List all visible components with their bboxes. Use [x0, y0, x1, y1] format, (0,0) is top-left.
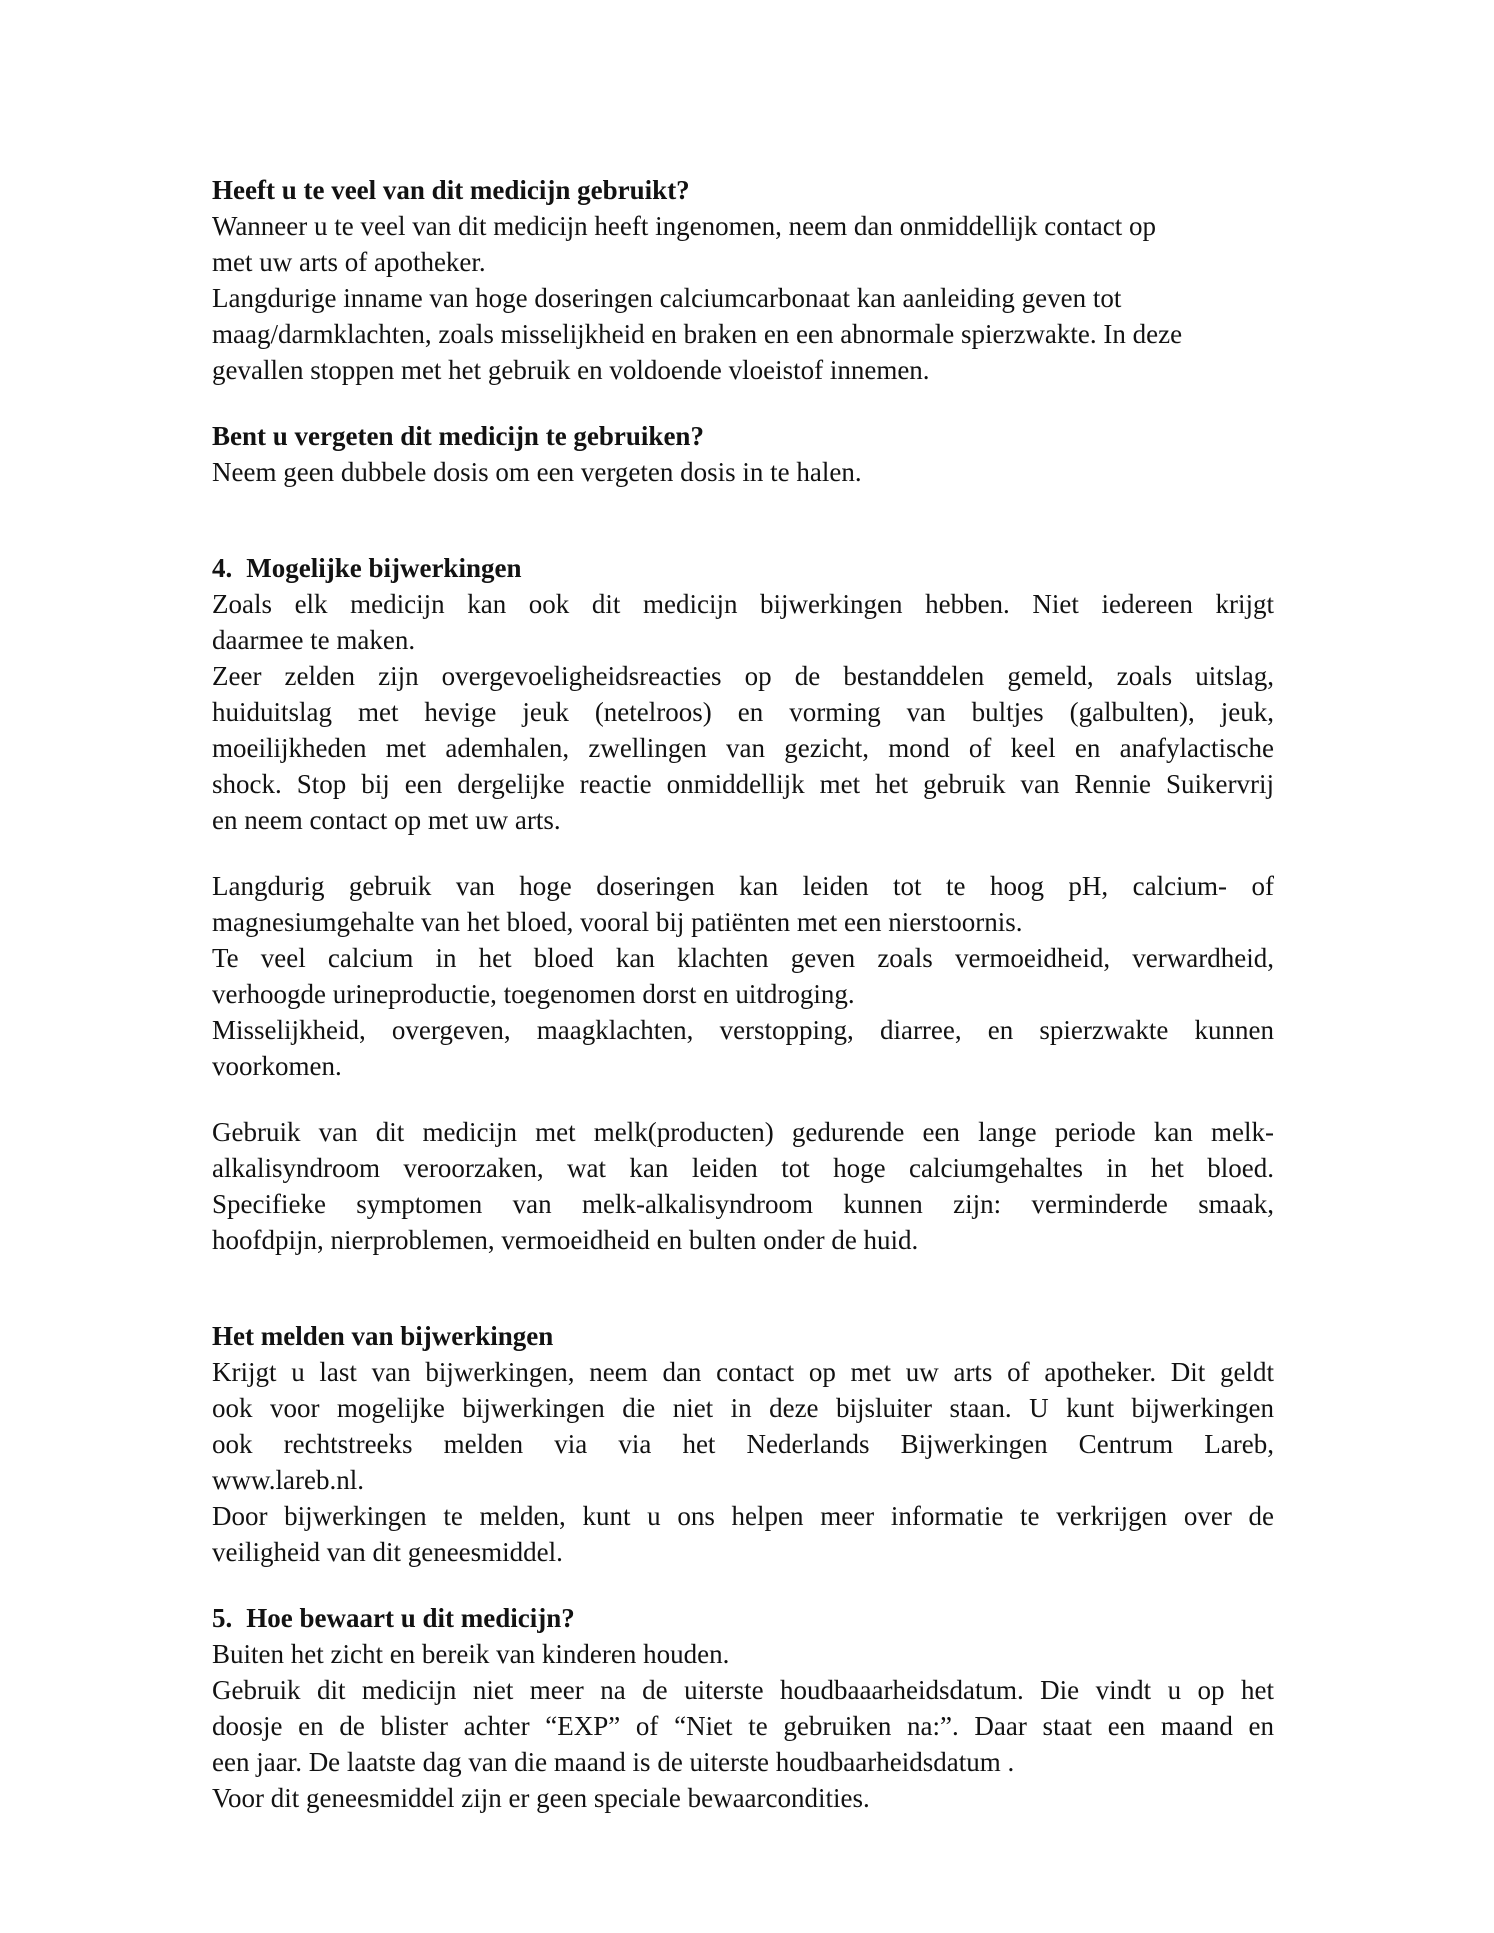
section-overdose: [212, 172, 1274, 388]
text-line: met uw arts of apotheker.: [212, 247, 486, 277]
text-line: voorkomen.: [212, 1051, 342, 1081]
text-line: Langdurig gebruik van hoge doseringen kan leiden tot te hoog pH, calcium- of: [212, 871, 1274, 901]
section-heading: [212, 550, 1274, 586]
section-title: Hoe bewaart u dit medicijn?: [246, 1603, 575, 1633]
blank-line: [212, 838, 1274, 868]
text-line: Voor dit geneesmiddel zijn er geen speciale bewaarcondities.: [212, 1783, 870, 1813]
text-line-website: www.lareb.nl.: [212, 1465, 364, 1495]
section-heading: [212, 1600, 1274, 1636]
text-line: daarmee te maken.: [212, 625, 416, 655]
section-forgotten-dose: [212, 418, 1274, 490]
paragraph: [212, 868, 1274, 1084]
blank-line: [212, 1258, 1274, 1288]
section-heading: Het melden van bijwerkingen: [212, 1321, 554, 1351]
text-line: een jaar. De laatste dag van die maand is de uiterste houdbaarheidsdatum .: [212, 1747, 1015, 1777]
text-line: shock. Stop bij een dergelijke reactie onmiddellijk met het gebruik van Rennie Suikervrij: [212, 769, 1274, 799]
text-line: verhoogde urineproductie, toegenomen dorst en uitdroging.: [212, 979, 855, 1009]
section-heading: Heeft u te veel van dit medicijn gebruikt?: [212, 175, 690, 205]
text-line: ook rechtstreeks melden via via het Nederlands Bijwerkingen Centrum Lareb,: [212, 1429, 1274, 1459]
blank-line: [212, 1084, 1274, 1114]
text-line: Langdurige inname van hoge doseringen calciumcarbonaat kan aanleiding geven tot: [212, 283, 1122, 313]
text-line: Buiten het zicht en bereik van kinderen houden.: [212, 1639, 730, 1669]
text-line: doosje en de blister achter “EXP” of “Niet te gebruiken na:”. Daar staat een maand en: [212, 1711, 1274, 1741]
blank-line: [212, 520, 1274, 550]
paragraph: [212, 1114, 1274, 1258]
section-number: 4.: [212, 553, 233, 583]
blank-line: [212, 388, 1274, 418]
section-number: 5.: [212, 1603, 233, 1633]
text-line: moeilijkheden met ademhalen, zwellingen van gezicht, mond of keel en anafylactische: [212, 733, 1274, 763]
text-line: maag/darmklachten, zoals misselijkheid en braken en een abnormale spierzwakte. In deze: [212, 319, 1183, 349]
text-line: Neem geen dubbele dosis om een vergeten dosis in te halen.: [212, 457, 862, 487]
section-title: Mogelijke bijwerkingen: [246, 553, 522, 583]
blank-line: [212, 490, 1274, 520]
text-line: veiligheid van dit geneesmiddel.: [212, 1537, 563, 1567]
text-line: huiduitslag met hevige jeuk (netelroos) en vorming van bultjes (galbulten), jeuk,: [212, 697, 1274, 727]
text-line: alkalisyndroom veroorzaken, wat kan leiden tot hoge calciumgehaltes in het bloed.: [212, 1153, 1274, 1183]
section-4-side-effects: [212, 550, 1274, 1258]
text-line: Door bijwerkingen te melden, kunt u ons helpen meer informatie te verkrijgen over de: [212, 1501, 1274, 1531]
blank-line: [212, 1288, 1274, 1318]
text-line: Wanneer u te veel van dit medicijn heeft ingenomen, neem dan onmiddellijk contact op: [212, 211, 1157, 241]
text-line: Zeer zelden zijn overgevoeligheidsreacties op de bestanddelen gemeld, zoals uitslag,: [212, 661, 1274, 691]
blank-line: [212, 1570, 1274, 1600]
text-line: Specifieke symptomen van melk-alkalisyndroom kunnen zijn: verminderde smaak,: [212, 1189, 1274, 1219]
section-heading: Bent u vergeten dit medicijn te gebruiken?: [212, 421, 704, 451]
section-5-storage: [212, 1600, 1274, 1816]
text-line: ook voor mogelijke bijwerkingen die niet in deze bijsluiter staan. U kunt bijwerkingen: [212, 1393, 1274, 1423]
paragraph: [212, 586, 1274, 838]
text-line: Misselijkheid, overgeven, maagklachten, verstopping, diarree, en spierzwakte kunnen: [212, 1015, 1274, 1045]
text-line: hoofdpijn, nierproblemen, vermoeidheid en bulten onder de huid.: [212, 1225, 919, 1255]
section-reporting-side-effects: [212, 1318, 1274, 1570]
text-line: en neem contact op met uw arts.: [212, 805, 561, 835]
text-line: Krijgt u last van bijwerkingen, neem dan contact op met uw arts of apotheker. Dit geldt: [212, 1357, 1274, 1387]
text-line: Gebruik van dit medicijn met melk(producten) gedurende een lange periode kan melk-: [212, 1117, 1274, 1147]
text-line: Zoals elk medicijn kan ook dit medicijn bijwerkingen hebben. Niet iedereen krijgt: [212, 589, 1274, 619]
text-line: gevallen stoppen met het gebruik en voldoende vloeistof innemen.: [212, 355, 930, 385]
text-line: magnesiumgehalte van het bloed, vooral bij patiënten met een nierstoornis.: [212, 907, 1023, 937]
text-line: Te veel calcium in het bloed kan klachten geven zoals vermoeidheid, verwardheid,: [212, 943, 1274, 973]
text-line: Gebruik dit medicijn niet meer na de uiterste houdbaaarheidsdatum. Die vindt u op het: [212, 1675, 1274, 1705]
